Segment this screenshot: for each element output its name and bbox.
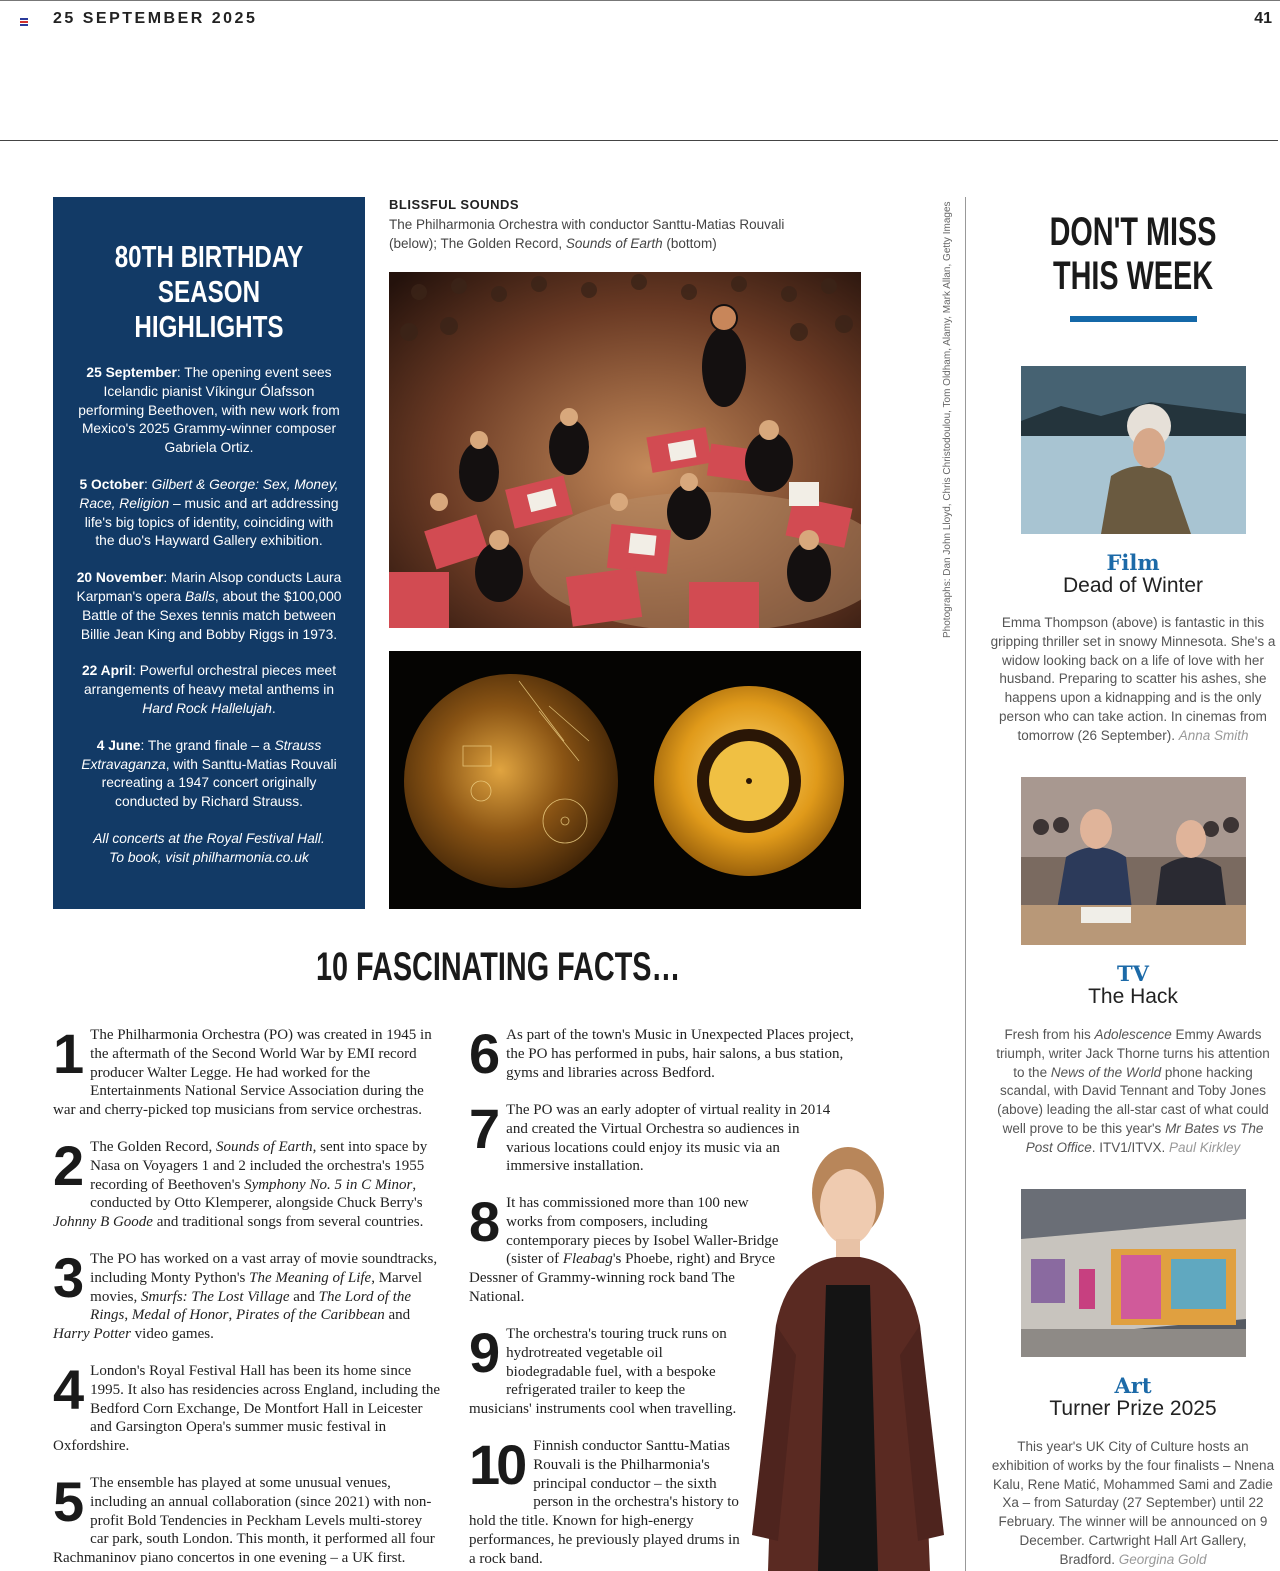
fact-9 [469,1321,751,1419]
tv-blurb [990,1026,1276,1158]
tv-thumbnail [1021,777,1246,945]
orchestra-photo [389,272,861,628]
flag-icon [20,18,28,26]
fact-text: The PO has worked on a vast array of movie soundtracks, including Monty Python's The Meaning of Life, Marvel movies, Smurfs: The Lost Village and The Lord of the Rings, Medal of Honor, Pirates of the Caribbean and Harry Potter video games. [53,1251,438,1343]
fact-text: The Philharmonia Orchestra (PO) was created in 1945 in the aftermath of the Second World War by EMI record producer Walter Legge. He had worked for the Entertainments National Service Association during the war and cherry-picked top musicians from service orchestras. [53,1027,432,1119]
season-item [75,364,343,458]
season-item [75,569,343,644]
column-divider [965,197,966,1571]
season-text: , about the $100,000 Battle of the Sexes tennis match between Billie Jean King and Bobby Riggs in 1973. [80,588,342,642]
golden-record-illustration [389,651,861,909]
fact-text: It has commissioned more than 100 new works from composers, including contemporary pieces by Isobel Waller-Bridge (sister of Fleabag's Phoebe, right) and Bryce Dessner of Grammy-winning rock band The National. [469,1195,779,1305]
category-film: Film [1106,550,1160,575]
season-text: – music and art addressing life's big topics of identity, coinciding with the duo's Hayward Gallery exhibition. [84,495,339,549]
tv-illustration [1021,777,1246,945]
fact-number: 5 [53,1470,85,1533]
dont-miss-line-1: DON'T MISS [1049,210,1217,254]
blurb-text: Emmy Awards triumph, writer Jack Thorne turns his attention to the [996,1027,1270,1080]
film-thumbnail [1021,366,1246,534]
season-text: : Powerful orchestral pieces meet arrangements of heavy metal anthems in [83,663,337,698]
season-date: 22 April [81,663,133,679]
category-art: Art [1114,1373,1152,1398]
title-line-2: SEASON HIGHLIGHTS [134,274,284,344]
fact-text: London's Royal Festival Hall has been its home since 1995. It also has residencies across England, including the Bedford Corn Exchange, De Montfort Hall in Leicester and Garsington Opera's summer music festival in Oxfordshire. [53,1363,441,1455]
fact-8 [469,1190,787,1307]
season-text: , with Santtu-Matias Rouvali recreating a 1947 concert originally conducted by Richard Strauss. [101,756,337,810]
season-item [75,662,343,718]
film-illustration [1021,366,1246,534]
fact-text: The Golden Record, Sounds of Earth, sent into space by Nasa on Voyagers 1 and 2 included the orchestra's 1955 recording of Beethoven's Symphony No. 5 in C Minor, conducted by Otto Klemperer, alongside Chuck Berry's Johnny B Goode and traditional songs from several countries. [53,1139,428,1231]
accent-bar [1070,316,1197,322]
fact-3 [53,1246,443,1344]
byline: Anna Smith [1178,727,1249,743]
season-date: 25 September [86,365,177,380]
show-title: Turner Prize 2025 [1049,1397,1217,1420]
isobel-waller-bridge-photo [748,1135,948,1571]
caption-title: BLISSFUL SOUNDS [389,197,520,212]
art-illustration [1021,1189,1246,1357]
fact-number: 2 [53,1134,85,1197]
golden-record-photo [389,651,861,909]
byline: Paul Kirkley [1169,1139,1241,1155]
fact-text: As part of the town's Music in Unexpected Places project, the PO has performed in pubs, hair salons, a bus station, gyms and libraries across Bedford. [506,1027,854,1081]
byline: Georgina Gold [1118,1551,1207,1567]
season-item: 5 October: Gilbert & George: Sex, Money, Race, Religion – music and art addressing life's big topics of identity, coinciding with the duo's Hayward Gallery exhibition. [79,476,339,549]
blurb-italic: Adolescence [1094,1027,1172,1042]
blurb-text: Fresh from his [1004,1027,1095,1042]
dont-miss-title [1037,210,1229,298]
fact-6 [469,1022,861,1085]
fact-5 [53,1470,443,1568]
art-blurb [990,1438,1276,1570]
fact-number: 3 [53,1246,85,1309]
season-footer [75,830,343,868]
season-text: : The opening event sees Icelandic pianist Víkingur Ólafsson performing Beethoven, with new work from Mexico's 2025 Grammy-winner composer Gabriela Ortiz. [78,365,340,456]
fact-number: 1 [53,1022,85,1085]
fact-number: 9 [469,1321,501,1384]
season-italic: Strauss Extravaganza [81,737,322,772]
season-date: 5 October [79,476,144,492]
season-highlights-title [104,239,313,344]
title-line-1: 80TH BIRTHDAY [114,239,304,274]
film-blurb [990,614,1276,746]
season-italic: Hard Rock Hallelujah [142,700,272,716]
facts-title: 10 FASCINATING FACTS… [316,945,681,989]
fact-number: 4 [53,1358,85,1421]
blurb-italic: Mr Bates vs The Post Office [1025,1120,1264,1155]
blurb-italic: News of the World [1050,1064,1162,1080]
fact-1 [53,1022,443,1120]
art-thumbnail [1021,1189,1246,1357]
orchestra-illustration [389,272,861,628]
fact-10 [469,1433,749,1569]
caption-italic: Sounds of Earth [565,236,663,251]
caption-text-b: (bottom) [662,236,717,251]
blurb-text: This year's UK City of Culture hosts an exhibition of works by the four finalists – Nnena Kalu, Rene Matić, Mohammed Sami and Zadie Xa – from Saturday (27 September) until 22 February. The winner will be announced on 9 December. Cartwright Hall Art Gallery, Bradford. [991,1439,1275,1567]
show-title: Dead of Winter [1062,574,1204,597]
category-tv: TV [1117,961,1149,986]
top-border [0,0,1280,1]
fact-text: Finnish conductor Santtu-Matias Rouvali is the Philharmonia's principal conductor – the sixth person in the orchestra's history to hold the title. Known for high-energy performances, he previously played drums in a rock band. [469,1438,740,1567]
season-item [75,737,343,812]
footer-line-1: All concerts at the Royal Festival Hall. [93,830,325,846]
issue-date: 25 SEPTEMBER 2025 [53,10,258,27]
caption-text-a: The Philharmonia Orchestra with conductor Santtu-Matias Rouvali (below); The Golden Record, [389,217,785,251]
dont-miss-line-2: THIS WEEK [1052,254,1213,298]
fact-text: The orchestra's touring truck runs on hydrotreated vegetable oil biodegradable fuel, with a bespoke refrigerated trailer to keep the musicians' instruments cool when travelling. [469,1326,737,1418]
booking-link[interactable]: To book, visit philharmonia.co.uk [109,849,309,865]
season-highlights-box [53,197,365,909]
header-divider [0,140,1278,141]
fact-number: 8 [469,1190,501,1253]
season-text: : Marin Alsop conducts Laura Karpman's opera [76,570,342,604]
fact-2 [53,1134,443,1232]
fact-number: 6 [469,1022,501,1085]
portrait-illustration [748,1135,948,1571]
caption-text [389,215,829,253]
season-date: 4 June [96,737,141,753]
blurb-text: . ITV1/ITVX. [1091,1139,1166,1155]
season-italic: Gilbert & George: Sex, Money, Race, Religion [79,476,339,511]
fact-4 [53,1358,443,1456]
fact-number: 7 [469,1097,501,1160]
page-number: 41 [1254,10,1272,27]
fact-number: 10 [469,1433,524,1496]
show-title: The Hack [1088,985,1178,1008]
season-italic: Balls [184,588,215,604]
fact-text: The ensemble has played at some unusual venues, including an annual collaboration (since 2021) with non-profit Bold Tendencies in Peckham Levels multi-storey car park, south London. This month, it performed all four Rachmaninov piano concertos in one evening – a UK first. [53,1475,435,1567]
blurb-text: Emma Thompson (above) is fantastic in this gripping thriller set in snowy Minnesota. She's a widow looking back on a life of love with her husband. Preparing to scatter his ashes, she happens upon a kidnapping and is the only person who can take action. In cinemas from tomorrow (26 September). [990,615,1276,743]
blurb-text: phone hacking scandal, with David Tennant and Toby Jones (above) leading the all-star cast of what could well prove to be this year's [997,1064,1269,1136]
season-text: . [271,700,276,716]
fact-text: The PO was an early adopter of virtual reality in 2014 and created the Virtual Orchestra so audiences in various locations could enjoy its music via an immersive installation. [506,1102,831,1175]
season-text: : The grand finale – a [140,737,275,753]
season-date: 20 November [76,570,164,586]
photo-credit: Photographs: Dan John Lloyd, Chris Christodoulou, Tom Oldham, Alamy, Mark Allan, Getty Images [942,201,953,638]
